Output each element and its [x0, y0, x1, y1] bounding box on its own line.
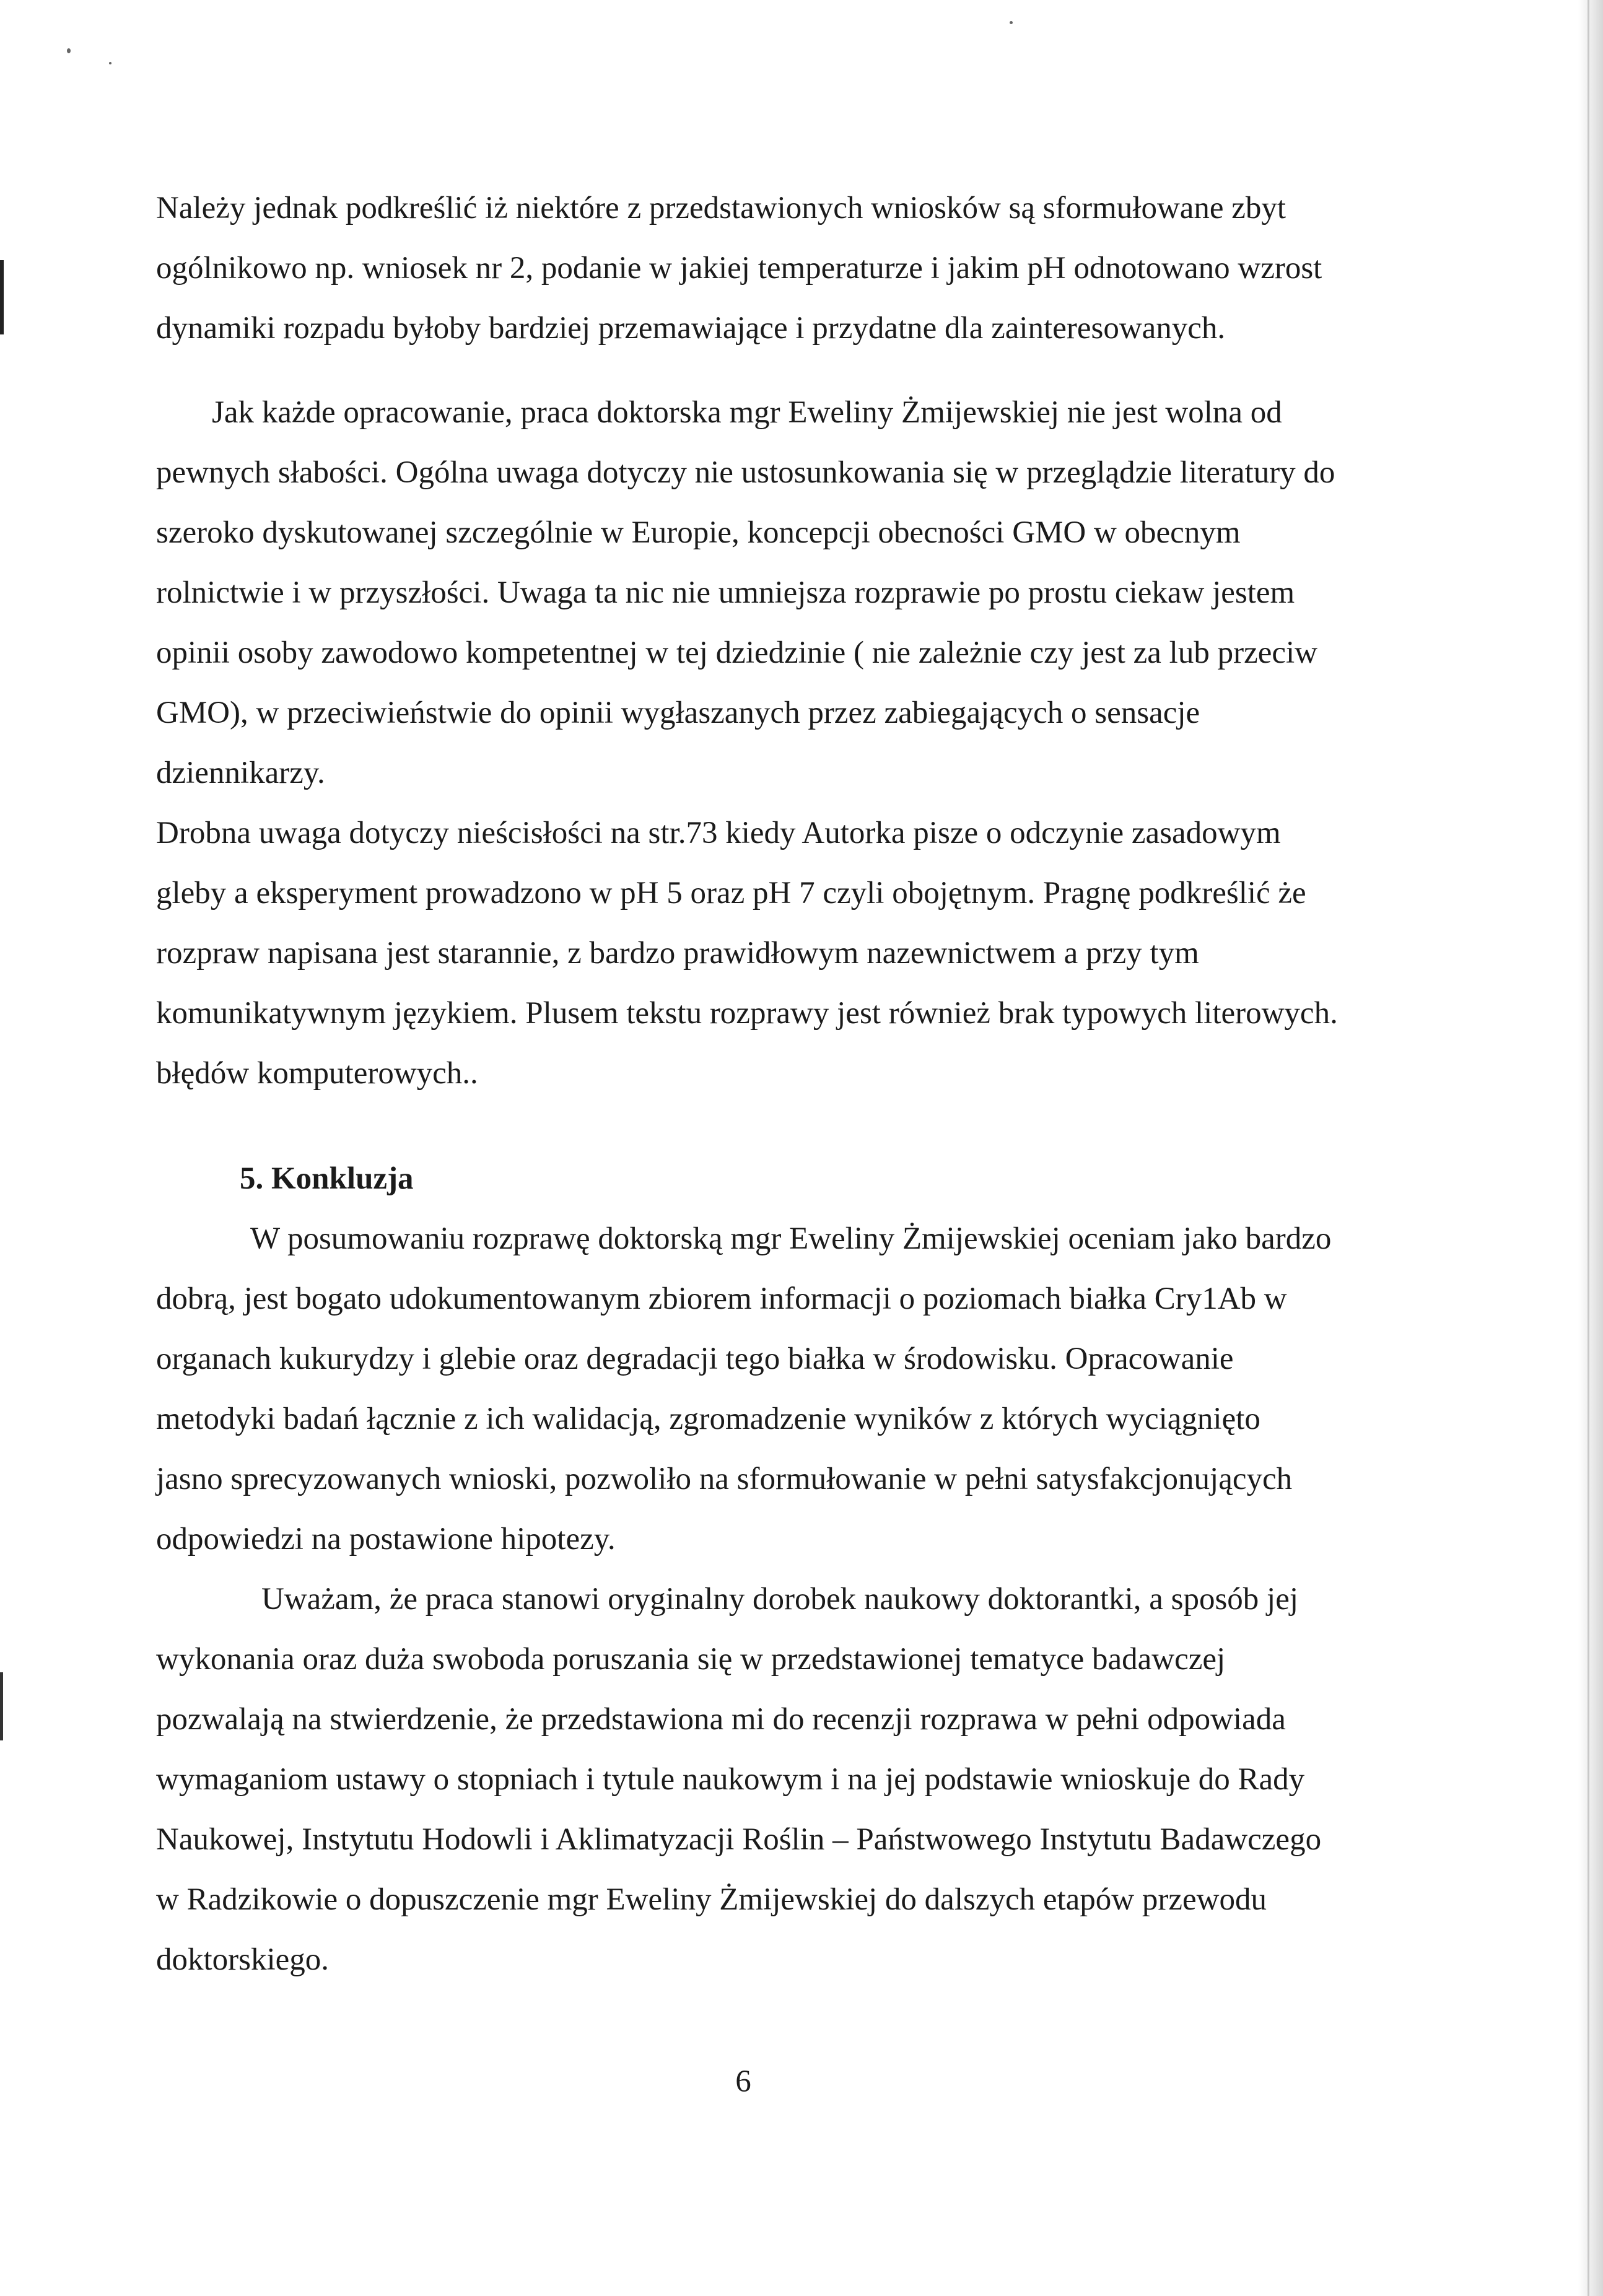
paragraph-findings-note [156, 178, 1322, 359]
paragraph-critique [156, 383, 1335, 803]
text-line: Drobna uwaga dotyczy nieścisłości na str.73 kiedy Autorka pisze o odczynie zasadowym [156, 816, 1281, 850]
scan-edge-line [1588, 0, 1589, 2296]
text-line: GMO), w przeciwieństwie do opinii wygłaszanych przez zabiegających o sensacje [156, 696, 1200, 730]
text-line: ogólnikowo np. wniosek nr 2, podanie w jakiej temperaturze i jakim pH odnotowano wzrost [156, 251, 1322, 286]
scan-margin-mark [0, 260, 4, 334]
text-line: pozwalają na stwierdzenie, że przedstawiona mi do recenzji rozprawa w pełni odpowiada [156, 1702, 1286, 1737]
text-line: komunikatywnym językiem. Plusem tekstu rozprawy jest również brak typowych literowych. [156, 996, 1338, 1031]
scan-speck [1010, 21, 1013, 24]
text-line: pewnych słabości. Ogólna uwaga dotyczy nie ustosunkowania się w przeglądzie literatury do [156, 455, 1335, 490]
text-line: dobrą, jest bogato udokumentowanym zbiorem informacji o poziomach białka Cry1Ab w [156, 1281, 1287, 1316]
text-line: Należy jednak podkreślić iż niektóre z przedstawionych wniosków są sformułowane zbyt [156, 191, 1286, 225]
text-line: szeroko dyskutowanej szczególnie w Europie, koncepcji obecności GMO w obecnym [156, 515, 1241, 550]
paragraph-final-assessment [156, 1569, 1321, 1990]
section-heading [156, 1149, 414, 1209]
scan-margin-mark [0, 1672, 3, 1740]
scan-speck [67, 48, 71, 53]
text-line: Jak każde opracowanie, praca doktorska mgr Eweliny Żmijewskiej nie jest wolna od [212, 395, 1282, 430]
paragraph-conclusion [156, 1209, 1331, 1569]
text-line: odpowiedzi na postawione hipotezy. [156, 1522, 616, 1556]
text-line: gleby a eksperyment prowadzono w pH 5 oraz pH 7 czyli obojętnym. Pragnę podkreślić że [156, 876, 1306, 910]
text-line: Naukowej, Instytutu Hodowli i Aklimatyzacji Roślin – Państwowego Instytutu Badawczego [156, 1822, 1322, 1857]
text-line: dynamiki rozpadu byłoby bardziej przemawiające i przydatne dla zainteresowanych. [156, 311, 1226, 346]
text-line: rolnictwie i w przyszłości. Uwaga ta nic nie umniejsza rozprawie po prostu ciekaw jestem [156, 575, 1295, 610]
scan-edge-shadow [1578, 0, 1603, 2296]
text-line: organach kukurydzy i glebie oraz degradacji tego białka w środowisku. Opracowanie [156, 1342, 1234, 1376]
text-line: Uważam, że praca stanowi oryginalny dorobek naukowy doktorantki, a sposób jej [261, 1582, 1299, 1617]
text-line: wymaganiom ustawy o stopniach i tytule naukowym i na jej podstawie wnioskuje do Rady [156, 1762, 1305, 1797]
text-line: doktorskiego. [156, 1942, 330, 1977]
text-line: jasno sprecyzowanych wnioski, pozwoliło na sformułowanie w pełni satysfakcjonujących [156, 1462, 1293, 1496]
page-number: 6 [735, 2064, 751, 2099]
scan-speck [109, 62, 111, 64]
text-line: wykonania oraz duża swoboda poruszania się w przedstawionej tematyce badawczej [156, 1642, 1226, 1677]
text-line: rozpraw napisana jest starannie, z bardzo prawidłowym nazewnictwem a przy tym [156, 936, 1199, 971]
text-line: W posumowaniu rozprawę doktorską mgr Eweliny Żmijewskiej oceniam jako bardzo [250, 1221, 1332, 1256]
text-line: dziennikarzy. [156, 756, 325, 790]
text-line: metodyki badań łącznie z ich walidacją, zgromadzenie wyników z których wyciągnięto [156, 1402, 1260, 1436]
paragraph-remark [156, 803, 1338, 1104]
heading-text: 5. Konkluzja [240, 1161, 414, 1196]
text-line: błędów komputerowych.. [156, 1056, 478, 1091]
text-line: opinii osoby zawodowo kompetentnej w tej dziedzinie ( nie zależnie czy jest za lub przeciw [156, 635, 1317, 670]
text-line: w Radzikowie o dopuszczenie mgr Eweliny Żmijewskiej do dalszych etapów przewodu [156, 1882, 1267, 1917]
